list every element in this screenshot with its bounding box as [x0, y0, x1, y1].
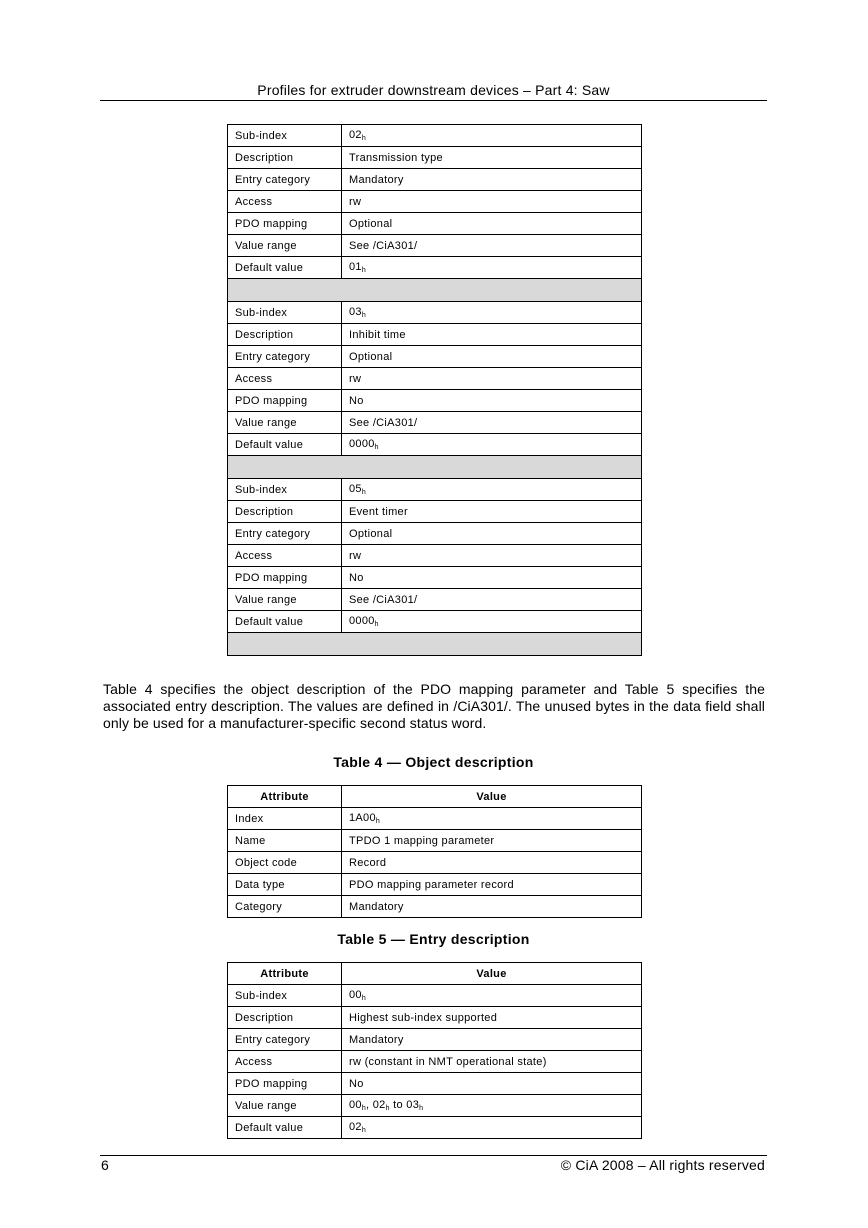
attribute-cell: Sub-index: [228, 302, 342, 324]
value-cell: [342, 501, 642, 523]
table-row: [228, 346, 642, 368]
value-subscript: h: [374, 444, 379, 451]
table-row: [228, 545, 642, 567]
value-cell: [342, 985, 642, 1007]
table-row: [228, 501, 642, 523]
value-subscript: h: [361, 1127, 367, 1134]
value-cell: [342, 523, 642, 545]
value-cell: [342, 1117, 642, 1139]
attribute-cell: Data type: [228, 874, 342, 896]
value-cell: [342, 808, 642, 830]
value-text: 05: [349, 483, 362, 495]
value-text: Highest sub-index supported: [349, 1011, 498, 1024]
value-text: 0000: [349, 615, 375, 627]
value-cell: [342, 147, 642, 169]
value-text: Record: [349, 856, 387, 869]
value-text: 02: [349, 1121, 362, 1133]
value-cell: [342, 1095, 642, 1117]
value-cell: [342, 213, 642, 235]
value-cell: [342, 412, 642, 434]
value-text: Mandatory: [349, 1033, 404, 1046]
table-row: [228, 257, 642, 279]
value-subscript: h: [361, 995, 367, 1002]
attribute-cell: Description: [228, 501, 342, 523]
value-text: Optional: [349, 350, 393, 363]
attribute-cell: Entry category: [228, 523, 342, 545]
value-cell: [342, 169, 642, 191]
table-row: [228, 412, 642, 434]
value-text: rw (constant in NMT operational state): [349, 1055, 547, 1068]
footer-rule: [100, 1155, 767, 1156]
attribute-cell: Access: [228, 368, 342, 390]
value-text: See /CiA301/: [349, 239, 418, 252]
value-cell: [342, 324, 642, 346]
value-cell: [342, 611, 642, 633]
attribute-cell: Sub-index: [228, 479, 342, 501]
table-4-caption: Table 4 — Object description: [333, 754, 534, 770]
attribute-cell: Access: [228, 545, 342, 567]
separator-cell: [228, 633, 642, 656]
attribute-cell: Name: [228, 830, 342, 852]
value-text: Transmission type: [349, 151, 443, 164]
table-row: [228, 213, 642, 235]
value-cell: [342, 589, 642, 611]
table-row: [228, 302, 642, 324]
value-text: No: [349, 1077, 364, 1090]
value-cell: [342, 434, 642, 456]
attribute-cell: Default value: [228, 257, 342, 279]
value-cell: [342, 1029, 642, 1051]
attribute-cell: Entry category: [228, 169, 342, 191]
value-text: 00: [349, 1099, 362, 1111]
table-row: [228, 611, 642, 633]
table-row: [228, 808, 642, 830]
separator-cell: [228, 279, 642, 302]
value-cell: [342, 852, 642, 874]
attribute-cell: Default value: [228, 434, 342, 456]
value-cell: [342, 346, 642, 368]
value-text: rw: [349, 549, 362, 562]
table-row: [228, 896, 642, 918]
attribute-cell: Default value: [228, 611, 342, 633]
table-row: [228, 1117, 642, 1139]
value-text: See /CiA301/: [349, 416, 418, 429]
table-header-attribute: Attribute: [228, 786, 342, 808]
table-row: [228, 434, 642, 456]
table-5-caption: Table 5 — Entry description: [337, 931, 530, 947]
value-subscript: h: [361, 1105, 367, 1112]
value-cell: [342, 390, 642, 412]
separator-row: [228, 279, 642, 302]
value-text: No: [349, 394, 364, 407]
value-cell: [342, 1007, 642, 1029]
separator-row: [228, 633, 642, 656]
table-row: [228, 235, 642, 257]
value-cell: [342, 1051, 642, 1073]
value-text: rw: [349, 372, 362, 385]
table-row: [228, 523, 642, 545]
table-row: [228, 567, 642, 589]
value-cell: [342, 830, 642, 852]
attribute-cell: Description: [228, 324, 342, 346]
value-text: 02: [349, 129, 362, 141]
table-row: [228, 852, 642, 874]
value-text: Mandatory: [349, 900, 404, 913]
object-description-table: [227, 785, 642, 918]
value-text: See /CiA301/: [349, 593, 418, 606]
value-text: 1A00: [349, 812, 376, 824]
value-text: Inhibit time: [349, 328, 406, 341]
table-row: [228, 390, 642, 412]
value-cell: [342, 257, 642, 279]
attribute-cell: Description: [228, 147, 342, 169]
value-text: Event timer: [349, 505, 408, 518]
table-row: [228, 125, 642, 147]
value-cell: [342, 1073, 642, 1095]
value-text: , 02: [366, 1099, 386, 1111]
value-cell: [342, 545, 642, 567]
attribute-cell: Description: [228, 1007, 342, 1029]
table-row: [228, 191, 642, 213]
page-header: Profiles for extruder downstream devices – Part 4: Saw: [100, 82, 767, 101]
attribute-cell: Value range: [228, 589, 342, 611]
value-text: to 03: [389, 1099, 420, 1111]
table-row: [228, 479, 642, 501]
value-subscript: h: [385, 1105, 390, 1112]
table-row: [228, 169, 642, 191]
attribute-cell: Entry category: [228, 1029, 342, 1051]
value-subscript: h: [419, 1105, 424, 1112]
value-cell: [342, 874, 642, 896]
value-subscript: h: [374, 621, 379, 628]
value-text: 01: [349, 261, 362, 273]
value-cell: [342, 567, 642, 589]
table-row: [228, 1051, 642, 1073]
value-cell: [342, 191, 642, 213]
attribute-cell: Entry category: [228, 346, 342, 368]
attribute-cell: PDO mapping: [228, 390, 342, 412]
table-row: [228, 324, 642, 346]
entry-description-table: [227, 962, 642, 1139]
value-text: TPDO 1 mapping parameter: [349, 834, 495, 847]
table-row: [228, 1073, 642, 1095]
value-subscript: h: [375, 818, 381, 825]
value-subscript: h: [361, 312, 367, 319]
attribute-cell: Default value: [228, 1117, 342, 1139]
table-header-value: Value: [342, 963, 642, 985]
value-subscript: h: [361, 489, 367, 496]
body-paragraph: Table 4 specifies the object description of the PDO mapping parameter and Table 5 specifies the associated entry description. The values are defined in /CiA301/. The unused bytes in the data field shall only be used for a manufacturer-specific second status word.: [103, 681, 765, 731]
table-row: [228, 1029, 642, 1051]
attribute-cell: Value range: [228, 412, 342, 434]
attribute-cell: Value range: [228, 1095, 342, 1117]
value-text: rw: [349, 195, 362, 208]
separator-row: [228, 456, 642, 479]
value-cell: [342, 368, 642, 390]
table-header-attribute: Attribute: [228, 963, 342, 985]
table-row: [228, 589, 642, 611]
table-row: [228, 830, 642, 852]
value-text: 03: [349, 306, 362, 318]
table-row: [228, 147, 642, 169]
value-text: No: [349, 571, 364, 584]
table-row: [228, 1007, 642, 1029]
attribute-cell: Sub-index: [228, 125, 342, 147]
value-text: Optional: [349, 527, 393, 540]
value-text: 00: [349, 989, 362, 1001]
attribute-cell: Category: [228, 896, 342, 918]
value-cell: [342, 235, 642, 257]
value-subscript: h: [361, 267, 367, 274]
attribute-cell: PDO mapping: [228, 1073, 342, 1095]
value-cell: [342, 896, 642, 918]
value-text: Optional: [349, 217, 393, 230]
table-row: [228, 874, 642, 896]
value-cell: [342, 302, 642, 324]
attribute-cell: Access: [228, 1051, 342, 1073]
attribute-cell: Object code: [228, 852, 342, 874]
value-cell: [342, 479, 642, 501]
attribute-cell: Sub-index: [228, 985, 342, 1007]
attribute-cell: PDO mapping: [228, 213, 342, 235]
value-text: Mandatory: [349, 173, 404, 186]
attribute-cell: Index: [228, 808, 342, 830]
value-text: PDO mapping parameter record: [349, 878, 514, 891]
table-row: [228, 1095, 642, 1117]
page-number: 6: [101, 1157, 109, 1173]
attribute-cell: Value range: [228, 235, 342, 257]
attribute-cell: PDO mapping: [228, 567, 342, 589]
attribute-cell: Access: [228, 191, 342, 213]
separator-cell: [228, 456, 642, 479]
sub-index-table: [227, 124, 642, 656]
value-subscript: h: [361, 135, 367, 142]
copyright-notice: © CiA 2008 – All rights reserved: [560, 1157, 765, 1173]
value-cell: [342, 125, 642, 147]
table-row: [228, 368, 642, 390]
table-row: [228, 985, 642, 1007]
value-text: 0000: [349, 438, 375, 450]
table-header-value: Value: [342, 786, 642, 808]
